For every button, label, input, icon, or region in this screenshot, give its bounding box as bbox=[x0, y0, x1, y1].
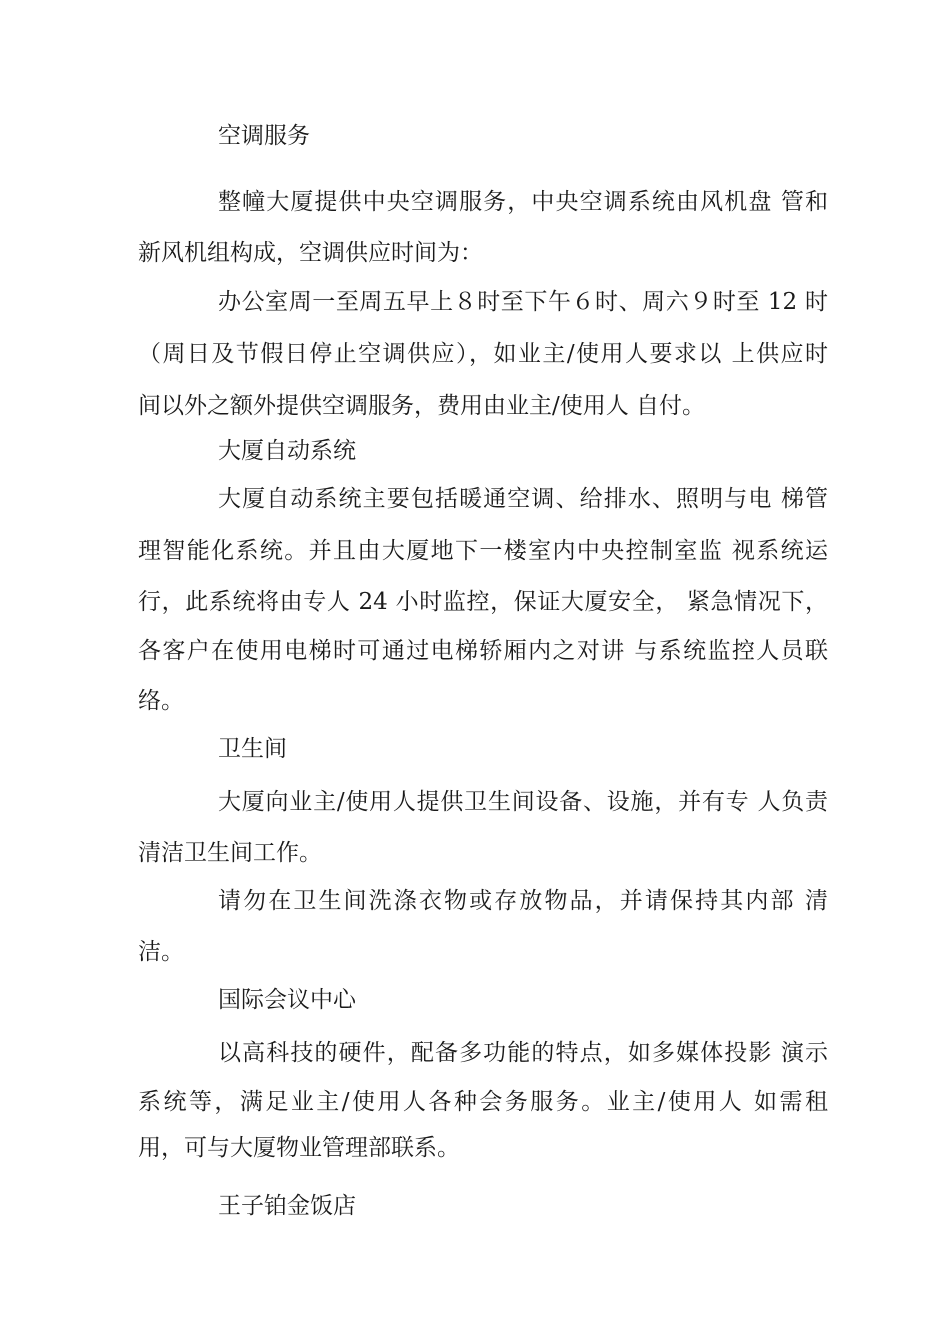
heading-air-conditioning: 空调服务 bbox=[218, 123, 310, 149]
paragraph-line: 新风机组构成，空调供应时间为： bbox=[138, 240, 483, 266]
paragraph-line: 洁。 bbox=[138, 939, 184, 965]
heading-restroom: 卫生间 bbox=[218, 736, 287, 762]
paragraph-line: 大厦自动系统主要包括暖通空调、给排水、照明与电 梯管 bbox=[218, 486, 828, 512]
paragraph-line: 请勿在卫生间洗涤衣物或存放物品，并请保持其内部 清 bbox=[218, 888, 828, 914]
paragraph-line: 行，此系统将由专人 24 小时监控，保证大厦安全， 紧急情况下， bbox=[138, 589, 828, 615]
paragraph-line: 络。 bbox=[138, 688, 184, 714]
heading-conference-center: 国际会议中心 bbox=[218, 987, 356, 1013]
paragraph-line: 办公室周一至周五早上８时至下午６时、周六９时至 12 时 bbox=[218, 289, 828, 315]
paragraph-line: （周日及节假日停止空调供应），如业主/使用人要求以 上供应时 bbox=[138, 341, 828, 367]
heading-building-automation: 大厦自动系统 bbox=[218, 438, 356, 464]
paragraph-line: 大厦向业主/使用人提供卫生间设备、设施，并有专 人负责 bbox=[218, 789, 828, 815]
paragraph-line: 间以外之额外提供空调服务，费用由业主/使用人 自付。 bbox=[138, 393, 706, 419]
paragraph-line: 各客户在使用电梯时可通过电梯轿厢内之对讲 与系统监控人员联 bbox=[138, 638, 828, 664]
paragraph-line: 理智能化系统。并且由大厦地下一楼室内中央控制室监 视系统运 bbox=[138, 538, 828, 564]
paragraph-line: 清洁卫生间工作。 bbox=[138, 840, 322, 866]
paragraph-line: 以高科技的硬件，配备多功能的特点，如多媒体投影 演示 bbox=[218, 1040, 828, 1066]
paragraph-line: 整幢大厦提供中央空调服务，中央空调系统由风机盘 管和 bbox=[218, 189, 828, 215]
paragraph-line: 用，可与大厦物业管理部联系。 bbox=[138, 1135, 460, 1161]
heading-hotel: 王子铂金饭店 bbox=[218, 1193, 356, 1219]
paragraph-line: 系统等，满足业主/使用人各种会务服务。业主/使用人 如需租 bbox=[138, 1089, 828, 1115]
